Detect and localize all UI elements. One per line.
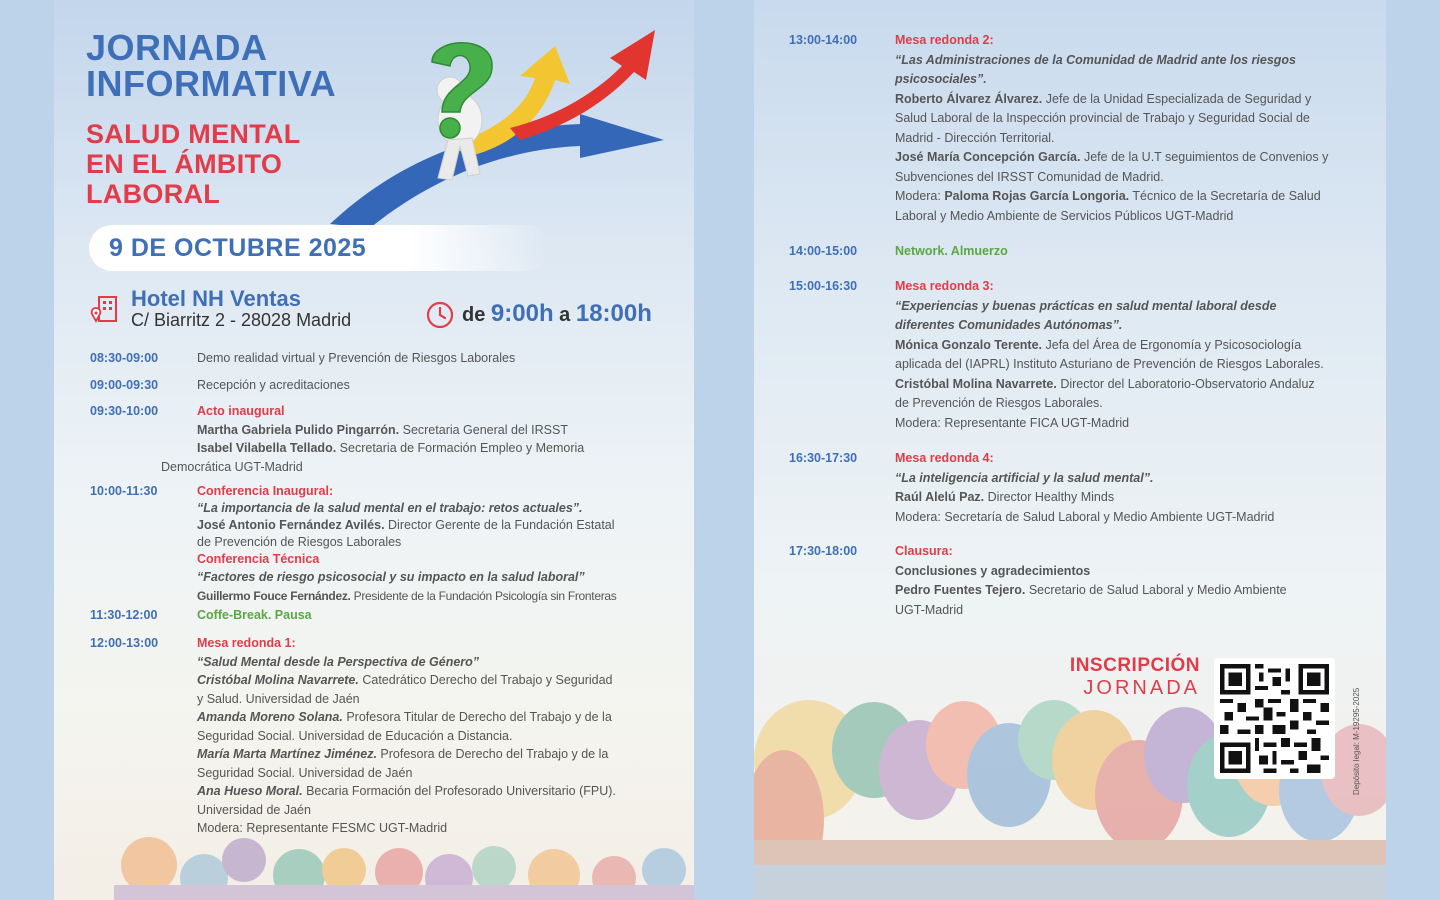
speaker-name: Roberto Álvarez Álvarez. (895, 91, 1043, 106)
speaker-role: Director Gerente de la Fundación Estatal (388, 518, 615, 532)
session-label: Network. Almuerzo (895, 244, 1008, 258)
speaker-name: Amanda Moreno Solana. (197, 710, 343, 724)
session-title: “La importancia de la salud mental en el trabajo: retos actuales”. (197, 501, 583, 515)
speaker-role: de Prevención de Riesgos Laborales. (895, 396, 1103, 410)
session-label: Coffe-Break. Pausa (197, 608, 312, 622)
event-subtitle (86, 119, 301, 209)
registration-qr-code[interactable] (1214, 658, 1335, 779)
schedule-time: 09:00-09:30 (90, 378, 159, 392)
schedule-time: 09:30-10:00 (90, 404, 159, 418)
session-label: Clausura: (895, 544, 953, 558)
schedule-time: 11:30-12:00 (90, 608, 158, 622)
speaker-role: Secretaria de Formación Empleo y Memoria (339, 441, 585, 455)
schedule-time: 08:30-09:00 (90, 351, 159, 365)
speaker-role: Salud Laboral de la Inspección provincial de Trabajo y Seguridad Social de (895, 111, 1310, 125)
speaker-role: Secretaria General del IRSST (402, 422, 568, 437)
speaker-role: aplicada del (IAPRL) Instituto Asturiano de Prevención de Riesgos Laborales. (895, 357, 1324, 371)
time-prefix: de (462, 304, 486, 326)
speaker-role: Universidad de Jaén (197, 802, 311, 817)
speaker-role: Seguridad Social. Universidad de Jaén (197, 765, 413, 780)
schedule-time: 15:00-16:30 (789, 279, 858, 293)
title-line-2: INFORMATIVA (86, 63, 337, 104)
schedule-time: 13:00-14:00 (789, 33, 858, 47)
speaker-name: Pedro Fuentes Tejero. (895, 583, 1026, 597)
speaker-name: Martha Gabriela Pulido Pingarrón. (197, 422, 400, 437)
moderator: Modera: Representante FESMC UGT-Madrid (197, 821, 448, 835)
moderator: Modera: Representante FICA UGT-Madrid (895, 415, 1130, 430)
hotel-location-icon (90, 294, 120, 324)
title-line-1: JORNADA (86, 27, 268, 68)
schedule-time: 12:00-13:00 (90, 636, 159, 650)
session-title: “Factores de riesgo psicosocial y su impacto en la salud laboral” (197, 570, 585, 584)
speaker-role: de Prevención de Riesgos Laborales (197, 535, 402, 549)
registration-line-1: INSCRIPCIÓN (1069, 655, 1200, 676)
session-title: “Experiencias y buenas prácticas en salud mental laboral desde (895, 298, 1277, 313)
speaker-role: Becaria Formación del Profesorado Universitario (FPU). (306, 784, 616, 798)
speaker-role: Democrática UGT-Madrid (161, 459, 303, 474)
schedule-time: 17:30-18:00 (789, 544, 858, 558)
speaker-role: Subvenciones del IRSST Comunidad de Madrid. (895, 169, 1164, 184)
clock-icon (426, 301, 454, 329)
question-mark-arrows-illustration (330, 28, 670, 228)
time-start: 9:00h (490, 300, 554, 327)
speaker-name: José María Concepción García. (895, 150, 1081, 164)
speaker-role: Profesora de Derecho del Trabajo y de la (380, 747, 609, 761)
registration-line-2: JORNADA (1083, 677, 1200, 699)
time-joiner: a (559, 304, 571, 326)
schedule-time: 16:30-17:30 (789, 451, 858, 465)
moderator: Modera: Secretaría de Salud Laboral y Medio Ambiente UGT-Madrid (895, 509, 1275, 524)
session-label: Mesa redonda 2: (895, 33, 994, 47)
crowd-silhouettes-illustration (54, 830, 694, 900)
moderator-prefix: Modera: (895, 189, 941, 203)
session-title: “Salud Mental desde la Perspectiva de Género” (197, 654, 480, 669)
speaker-name: Raúl Alelú Paz. (895, 490, 985, 504)
subtitle-line-1: SALUD MENTAL (86, 119, 301, 149)
speaker-role: Madrid - Dirección Territorial. (895, 130, 1055, 145)
speaker-name: Cristóbal Molina Navarrete. (197, 673, 359, 687)
speaker-name: Guillermo Fouce Fernández. (197, 589, 351, 603)
session-title: “Las Administraciones de la Comunidad de Madrid ante los riesgos (895, 52, 1297, 67)
session-label: Acto inaugural (197, 404, 285, 418)
subtitle-line-3: LABORAL (86, 179, 221, 209)
event-title (86, 27, 337, 104)
speaker-name: Ana Hueso Moral. (197, 784, 303, 798)
schedule-time: 10:00-11:30 (90, 484, 158, 498)
qr-code-icon (1220, 664, 1329, 773)
speaker-name: Isabel Vilabella Tellado. (197, 441, 337, 455)
session-label: Mesa redonda 3: (895, 279, 994, 293)
session-label: Conferencia Técnica (197, 552, 320, 566)
venue-address: C/ Biarritz 2 - 28028 Madrid (131, 310, 352, 330)
closing-text: Conclusiones y agradecimientos (895, 563, 1091, 578)
speaker-role: Presidente de la Fundación Psicología sin Fronteras (353, 589, 617, 603)
session-title: diferentes Comunidades Autónomas”. (895, 318, 1123, 332)
flyer-front-panel (54, 0, 694, 900)
speaker-name: Cristóbal Molina Navarrete. (895, 376, 1057, 391)
subtitle-line-2: EN EL ÁMBITO (86, 149, 283, 179)
speaker-role: Secretario de Salud Laboral y Medio Ambiente (1028, 583, 1287, 597)
moderator-role: Laboral y Medio Ambiente de Servicios Públicos UGT-Madrid (895, 208, 1234, 223)
session-label: Mesa redonda 4: (895, 451, 994, 465)
time-end: 18:00h (575, 300, 652, 327)
speaker-role: Jefe de la Unidad Especializada de Seguridad y (1045, 91, 1312, 106)
speaker-role: Catedrático Derecho del Trabajo y Seguridad (362, 673, 613, 687)
session-title: “La inteligencia artificial y la salud mental”. (895, 470, 1154, 485)
session-label: Mesa redonda 1: (197, 636, 296, 650)
flyer-back-panel (754, 0, 1386, 900)
speaker-role: Profesora Titular de Derecho del Trabajo y de la (346, 710, 612, 724)
event-date: 9 DE OCTUBRE 2025 (89, 225, 549, 271)
speaker-role: Seguridad Social. Universidad de Educación a Distancia. (197, 728, 513, 743)
legal-deposit: Depósito legal: M-19295-2025 (1352, 687, 1361, 795)
speaker-name: José Antonio Fernández Avilés. (197, 518, 385, 532)
speaker-role: Jefe de la U.T seguimientos de Convenios y (1083, 150, 1329, 164)
venue-name: Hotel NH Ventas (131, 286, 301, 311)
speaker-name: María Marta Martínez Jiménez. (197, 747, 377, 761)
schedule-text: Demo realidad virtual y Prevención de Riesgos Laborales (197, 351, 516, 365)
session-title: psicosociales”. (895, 72, 987, 86)
registration-label (1060, 655, 1200, 700)
speaker-name: Mónica Gonzalo Terente. (895, 337, 1043, 352)
session-label: Conferencia Inaugural: (197, 484, 334, 498)
speaker-role: Director del Laboratorio-Observatorio Andaluz (1060, 376, 1315, 391)
moderator-name: Paloma Rojas García Longoria. (944, 189, 1130, 203)
speaker-role: Jefa del Área de Ergonomía y Psicosociología (1045, 337, 1302, 352)
schedule-time: 14:00-15:00 (789, 244, 858, 258)
speaker-role: UGT-Madrid (895, 602, 964, 617)
speaker-role: y Salud. Universidad de Jaén (197, 691, 360, 706)
schedule-text: Recepción y acreditaciones (197, 378, 350, 392)
moderator-role: Técnico de la Secretaría de Salud (1132, 189, 1321, 203)
speaker-role: Director Healthy Minds (987, 490, 1115, 504)
